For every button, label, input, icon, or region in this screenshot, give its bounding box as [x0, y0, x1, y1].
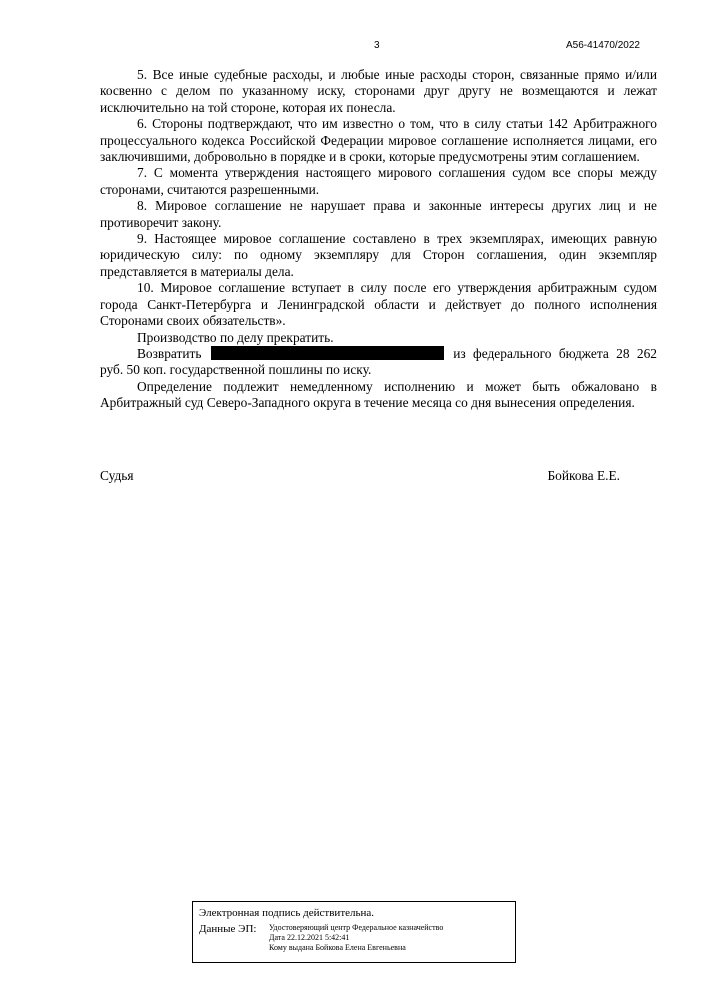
paragraph-7: 7. С момента утверждения настоящего мирового соглашения судом все споры между сторонами, считаются разрешенными.	[100, 165, 657, 197]
paragraph-6: 6. Стороны подтверждают, что им известно о том, что в силу статьи 142 Арбитражного процессуального кодекса Российской Федерации мировое соглашение исполняется лицами, его заключившими, добровольно в порядке и в сроки, которые предусмотрены этим соглашением.	[100, 116, 657, 165]
redaction-block	[211, 346, 444, 360]
appeal-paragraph: Определение подлежит немедленному исполнению и может быть обжаловано в Арбитражный суд Северо-Западного округа в течение месяца со дня вынесения определения.	[100, 378, 657, 411]
case-number: А56-41470/2022	[566, 40, 640, 51]
e-signature-issuer: Удостоверяющий центр Федеральное казначейство	[269, 923, 444, 932]
paragraph-5: 5. Все иные судебные расходы, и любые иные расходы сторон, связанные прямо и/или косвенно с делом по указанному иску, сторонами друг другу не возмещаются и лежат исключительно на той стороне, которая их понесла.	[100, 67, 657, 115]
return-paragraph	[100, 346, 657, 379]
e-signature-issued-to: Кому выдана Бойкова Елена Евгеньевна	[269, 943, 406, 953]
paragraph-9: 9. Настоящее мировое соглашение составлено в трех экземплярах, имеющих равную юридическую силу: по одному экземпляру для Сторон соглашения, один экземпляр представляется в материалы дела.	[100, 231, 657, 279]
judge-title: Судья	[100, 468, 134, 483]
e-signature-box	[192, 901, 516, 963]
e-signature-date: Дата 22.12.2021 5:42:41	[269, 933, 350, 943]
judge-name: Бойкова Е.Е.	[547, 468, 620, 483]
page-number: 3	[374, 40, 380, 51]
terminate-paragraph: Производство по делу прекратить.	[137, 329, 334, 345]
return-start: Возвратить	[137, 345, 202, 361]
paragraph-10: 10. Мировое соглашение вступает в силу после его утверждения арбитражным судом города Санкт-Петербурга и Ленинградской области и действует до полного исполнения Сторонами своих обязательств».	[100, 280, 657, 329]
paragraph-8: 8. Мировое соглашение не нарушает права и законные интересы других лиц и не противоречит закону.	[100, 198, 657, 230]
document-body	[100, 67, 657, 412]
e-signature-data	[199, 923, 509, 954]
e-signature-valid-text: Электронная подпись действительна.	[199, 907, 375, 919]
return-end: из федерального бюджета 28 262 руб. 50 коп. государственной пошлины по иску.	[100, 345, 657, 378]
e-signature-label: Данные ЭП:	[199, 923, 257, 935]
e-signature-details	[269, 923, 443, 954]
